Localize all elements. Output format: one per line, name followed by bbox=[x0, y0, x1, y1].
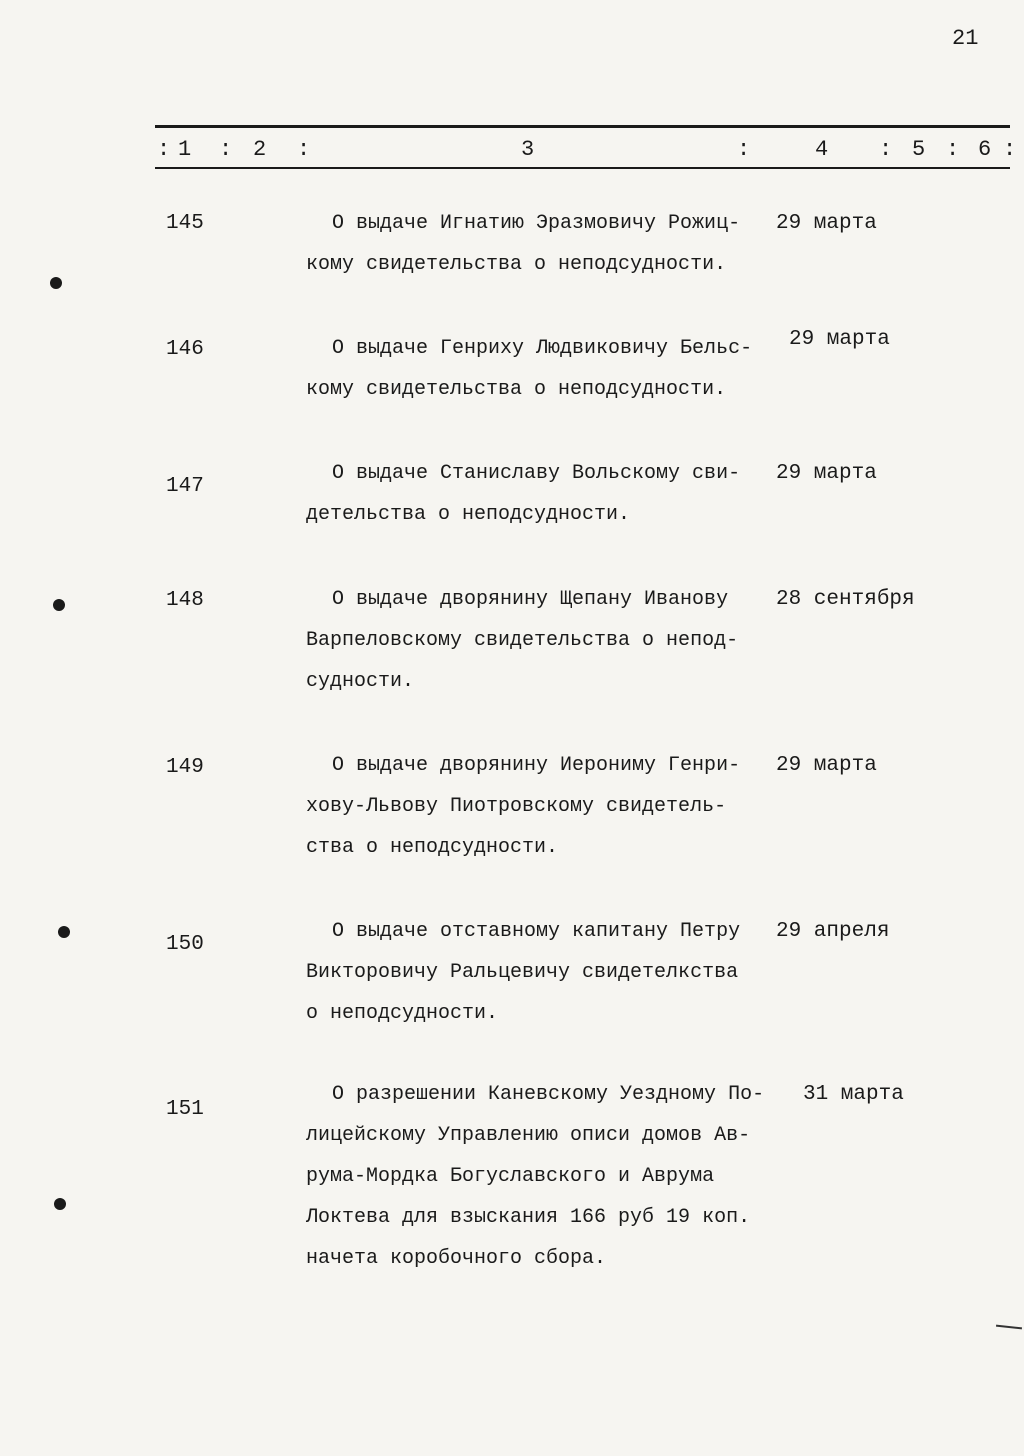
entry-text-line: судности. bbox=[306, 670, 415, 693]
entry-number: 146 bbox=[166, 338, 204, 361]
punch-hole-mark bbox=[50, 277, 62, 289]
entry-number: 145 bbox=[166, 212, 204, 235]
entry-text bbox=[306, 579, 776, 702]
entry-text bbox=[306, 911, 776, 1034]
entry-text-line: О разрешении Каневскому Уездному По- bbox=[332, 1083, 765, 1106]
punch-hole-mark bbox=[54, 1198, 66, 1210]
entry-text-line: Варпеловскому свидетельства о непод- bbox=[306, 629, 739, 652]
column-header-6: 6 bbox=[978, 137, 992, 162]
entry-text bbox=[306, 203, 776, 285]
entry-text-line: О выдаче Генриху Людвиковичу Бельс- bbox=[332, 337, 753, 360]
entry-date: 29 марта bbox=[776, 462, 877, 485]
entry-text-line: кому свидетельства о неподсудности. bbox=[306, 378, 727, 401]
entry-number: 149 bbox=[166, 756, 204, 779]
entry-text-line: Викторовичу Ральцевичу свидетелкства bbox=[306, 961, 739, 984]
entry-date: 29 апреля bbox=[776, 920, 890, 943]
entry-number: 150 bbox=[166, 933, 204, 956]
column-header-2: 2 bbox=[253, 137, 267, 162]
header-separator: : bbox=[879, 137, 893, 162]
entry-text-line: О выдаче Игнатию Эразмовичу Рожиц- bbox=[332, 212, 741, 235]
column-header-1: 1 bbox=[178, 137, 192, 162]
entry-text bbox=[306, 328, 776, 410]
margin-pen-stroke bbox=[996, 1325, 1022, 1330]
entry-text-line: начета коробочного сбора. bbox=[306, 1247, 607, 1270]
header-separator: : bbox=[297, 137, 311, 162]
entry-text-line: о неподсудности. bbox=[306, 1002, 499, 1025]
entry-text-line: детельства о неподсудности. bbox=[306, 503, 631, 526]
entry-text bbox=[306, 453, 776, 535]
entry-date: 29 марта bbox=[776, 212, 877, 235]
entry-text-line: О выдаче отставному капитану Петру bbox=[332, 920, 741, 943]
entry-text-line: рума-Мордка Богуславского и Аврума bbox=[306, 1165, 715, 1188]
entry-date: 31 марта bbox=[803, 1083, 904, 1106]
punch-hole-mark bbox=[58, 926, 70, 938]
header-separator: : bbox=[737, 137, 751, 162]
entry-text-line: лицейскому Управлению описи домов Ав- bbox=[306, 1124, 751, 1147]
entry-text-line: кому свидетельства о неподсудности. bbox=[306, 253, 727, 276]
entry-text-line: О выдаче дворянину Щепану Иванову bbox=[332, 588, 729, 611]
entry-date: 29 марта bbox=[776, 754, 877, 777]
header-rule-top bbox=[155, 125, 1010, 128]
column-header-5: 5 bbox=[912, 137, 926, 162]
entry-text-line: Локтева для взыскания 166 руб 19 коп. bbox=[306, 1206, 751, 1229]
entry-text-line: О выдаче дворянину Иерониму Генри- bbox=[332, 754, 741, 777]
column-header-4: 4 bbox=[815, 137, 829, 162]
entry-date: 29 марта bbox=[789, 328, 890, 351]
header-rule-bottom bbox=[155, 167, 1010, 169]
header-separator: : bbox=[1003, 137, 1017, 162]
header-separator: : bbox=[157, 137, 171, 162]
column-header-3: 3 bbox=[521, 137, 535, 162]
entry-number: 148 bbox=[166, 589, 204, 612]
entry-number: 147 bbox=[166, 475, 204, 498]
entry-text-line: хову-Львову Пиотровскому свидетель- bbox=[306, 795, 727, 818]
entry-text bbox=[306, 745, 776, 868]
punch-hole-mark bbox=[53, 599, 65, 611]
header-separator: : bbox=[946, 137, 960, 162]
entry-number: 151 bbox=[166, 1098, 204, 1121]
entry-text-line: О выдаче Станиславу Вольскому сви- bbox=[332, 462, 741, 485]
header-separator: : bbox=[219, 137, 233, 162]
entry-text-line: ства о неподсудности. bbox=[306, 836, 559, 859]
entry-date: 28 сентября bbox=[776, 588, 915, 611]
entry-text bbox=[306, 1074, 776, 1279]
page-number: 21 bbox=[952, 26, 979, 51]
